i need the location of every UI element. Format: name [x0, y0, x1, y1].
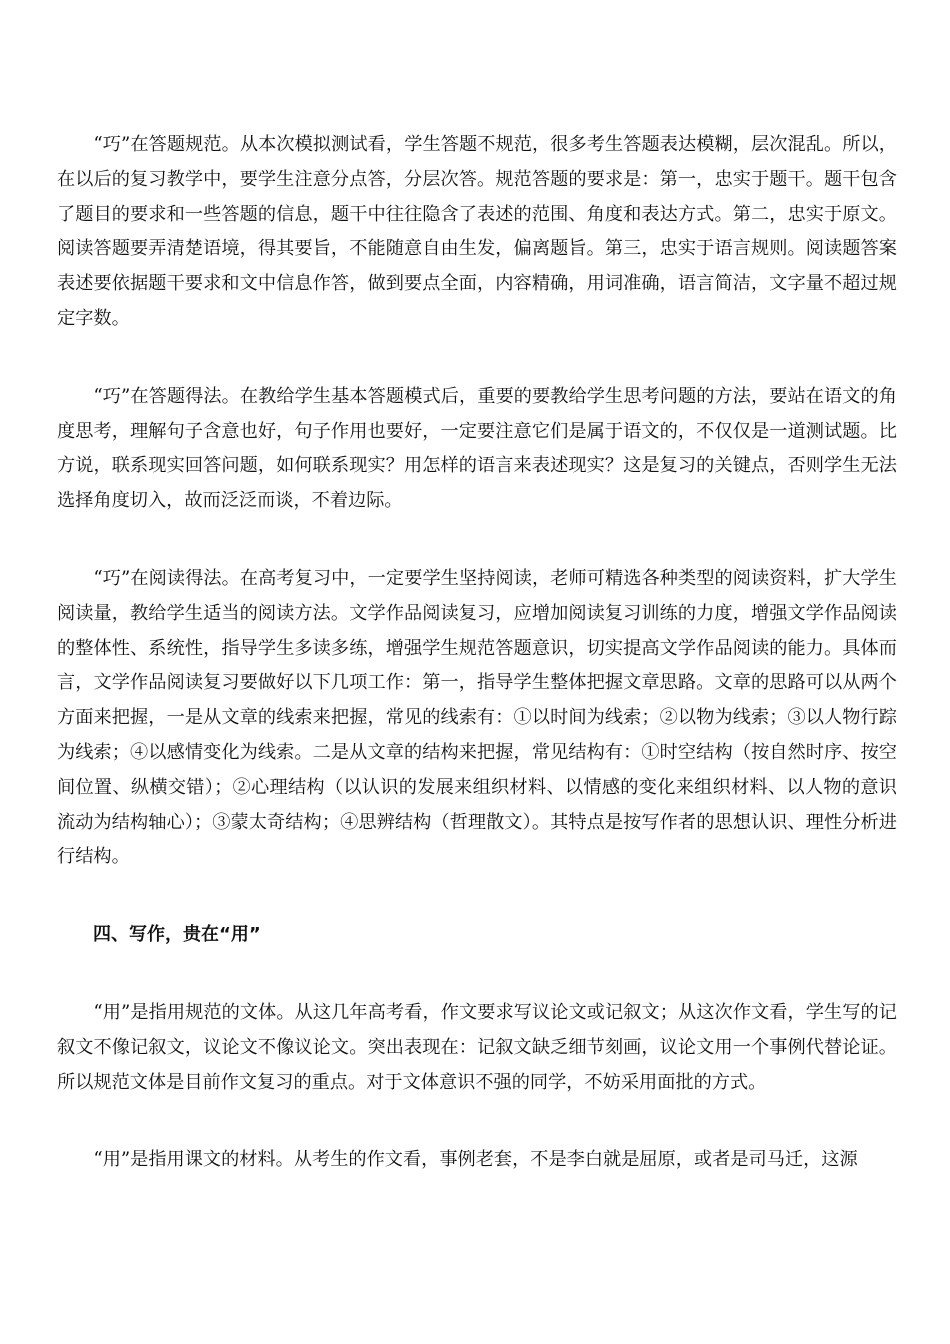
document-page: [57, 128, 897, 1178]
section-heading: 四、写作，贵在“用”: [93, 924, 261, 946]
paragraph-writing-style: “用”是指用规范的文体。从这几年高考看，作文要求写议论文或记叙文；从这次作文看，学生写的记叙文不像记叙文，议论文不像议论文。突出表现在：记叙文缺乏细节刻画，议论文用一个事例代替论证。所以规范文体是目前作文复习的重点。对于文体意识不强的同学，不妨采用面批的方式。: [57, 1001, 897, 1093]
paragraph-answer-norms: “巧”在答题规范。从本次模拟测试看，学生答题不规范，很多考生答题表达模糊，层次混乱。所以，在以后的复习教学中，要学生注意分点答，分层次答。规范答题的要求是：第一，忠实于题干。题干包含了题目的要求和一些答题的信息，题干中往往隐含了表述的范围、角度和表达方式。第二，忠实于原文。阅读答题要弄清楚语境，得其要旨，不能随意自由生发，偏离题旨。第三，忠实于语言规则。阅读题答案表述要依据题干要求和文中信息作答，做到要点全面，内容精确，用词准确，语言简洁，文字量不超过规定字数。: [57, 134, 897, 329]
paragraph-writing-material: “用”是指用课文的材料。从考生的作文看，事例老套，不是李白就是屈原，或者是司马迁，这源: [93, 1149, 858, 1171]
paragraph-reading-method: “巧”在阅读得法。在高考复习中，一定要学生坚持阅读，老师可精选各种类型的阅读资料，扩大学生阅读量，教给学生适当的阅读方法。文学作品阅读复习，应增加阅读复习训练的力度，增强文学作品阅读的整体性、系统性，指导学生多读多练，增强学生规范答题意识，切实提高文学作品阅读的能力。具体而言，文学作品阅读复习要做好以下几项工作：第一，指导学生整体把握文章思路。文章的思路可以从两个方面来把握，一是从文章的线索来把握，常见的线索有：①以时间为线索；②以物为线索；③以人物行踪为线索；④以感情变化为线索。二是从文章的结构来把握，常见结构有：①时空结构（按自然时序、按空间位置、纵横交错）；②心理结构（以认识的发展来组织材料、以情感的变化来组织材料、以人物的意识流动为结构轴心）；③蒙太奇结构；④思辨结构（哲理散文）。其特点是按写作者的思想认识、理性分析进行结构。: [57, 567, 897, 868]
paragraph-answer-method: “巧”在答题得法。在教给学生基本答题模式后，重要的要教给学生思考问题的方法，要站在语文的角度思考，理解句子含意也好，句子作用也要好，一定要注意它们是属于语文的，不仅仅是一道测试题。比方说，联系现实回答问题，如何联系现实？用怎样的语言来表述现实？这是复习的关键点，否则学生无法选择角度切入，故而泛泛而谈，不着边际。: [57, 385, 897, 512]
